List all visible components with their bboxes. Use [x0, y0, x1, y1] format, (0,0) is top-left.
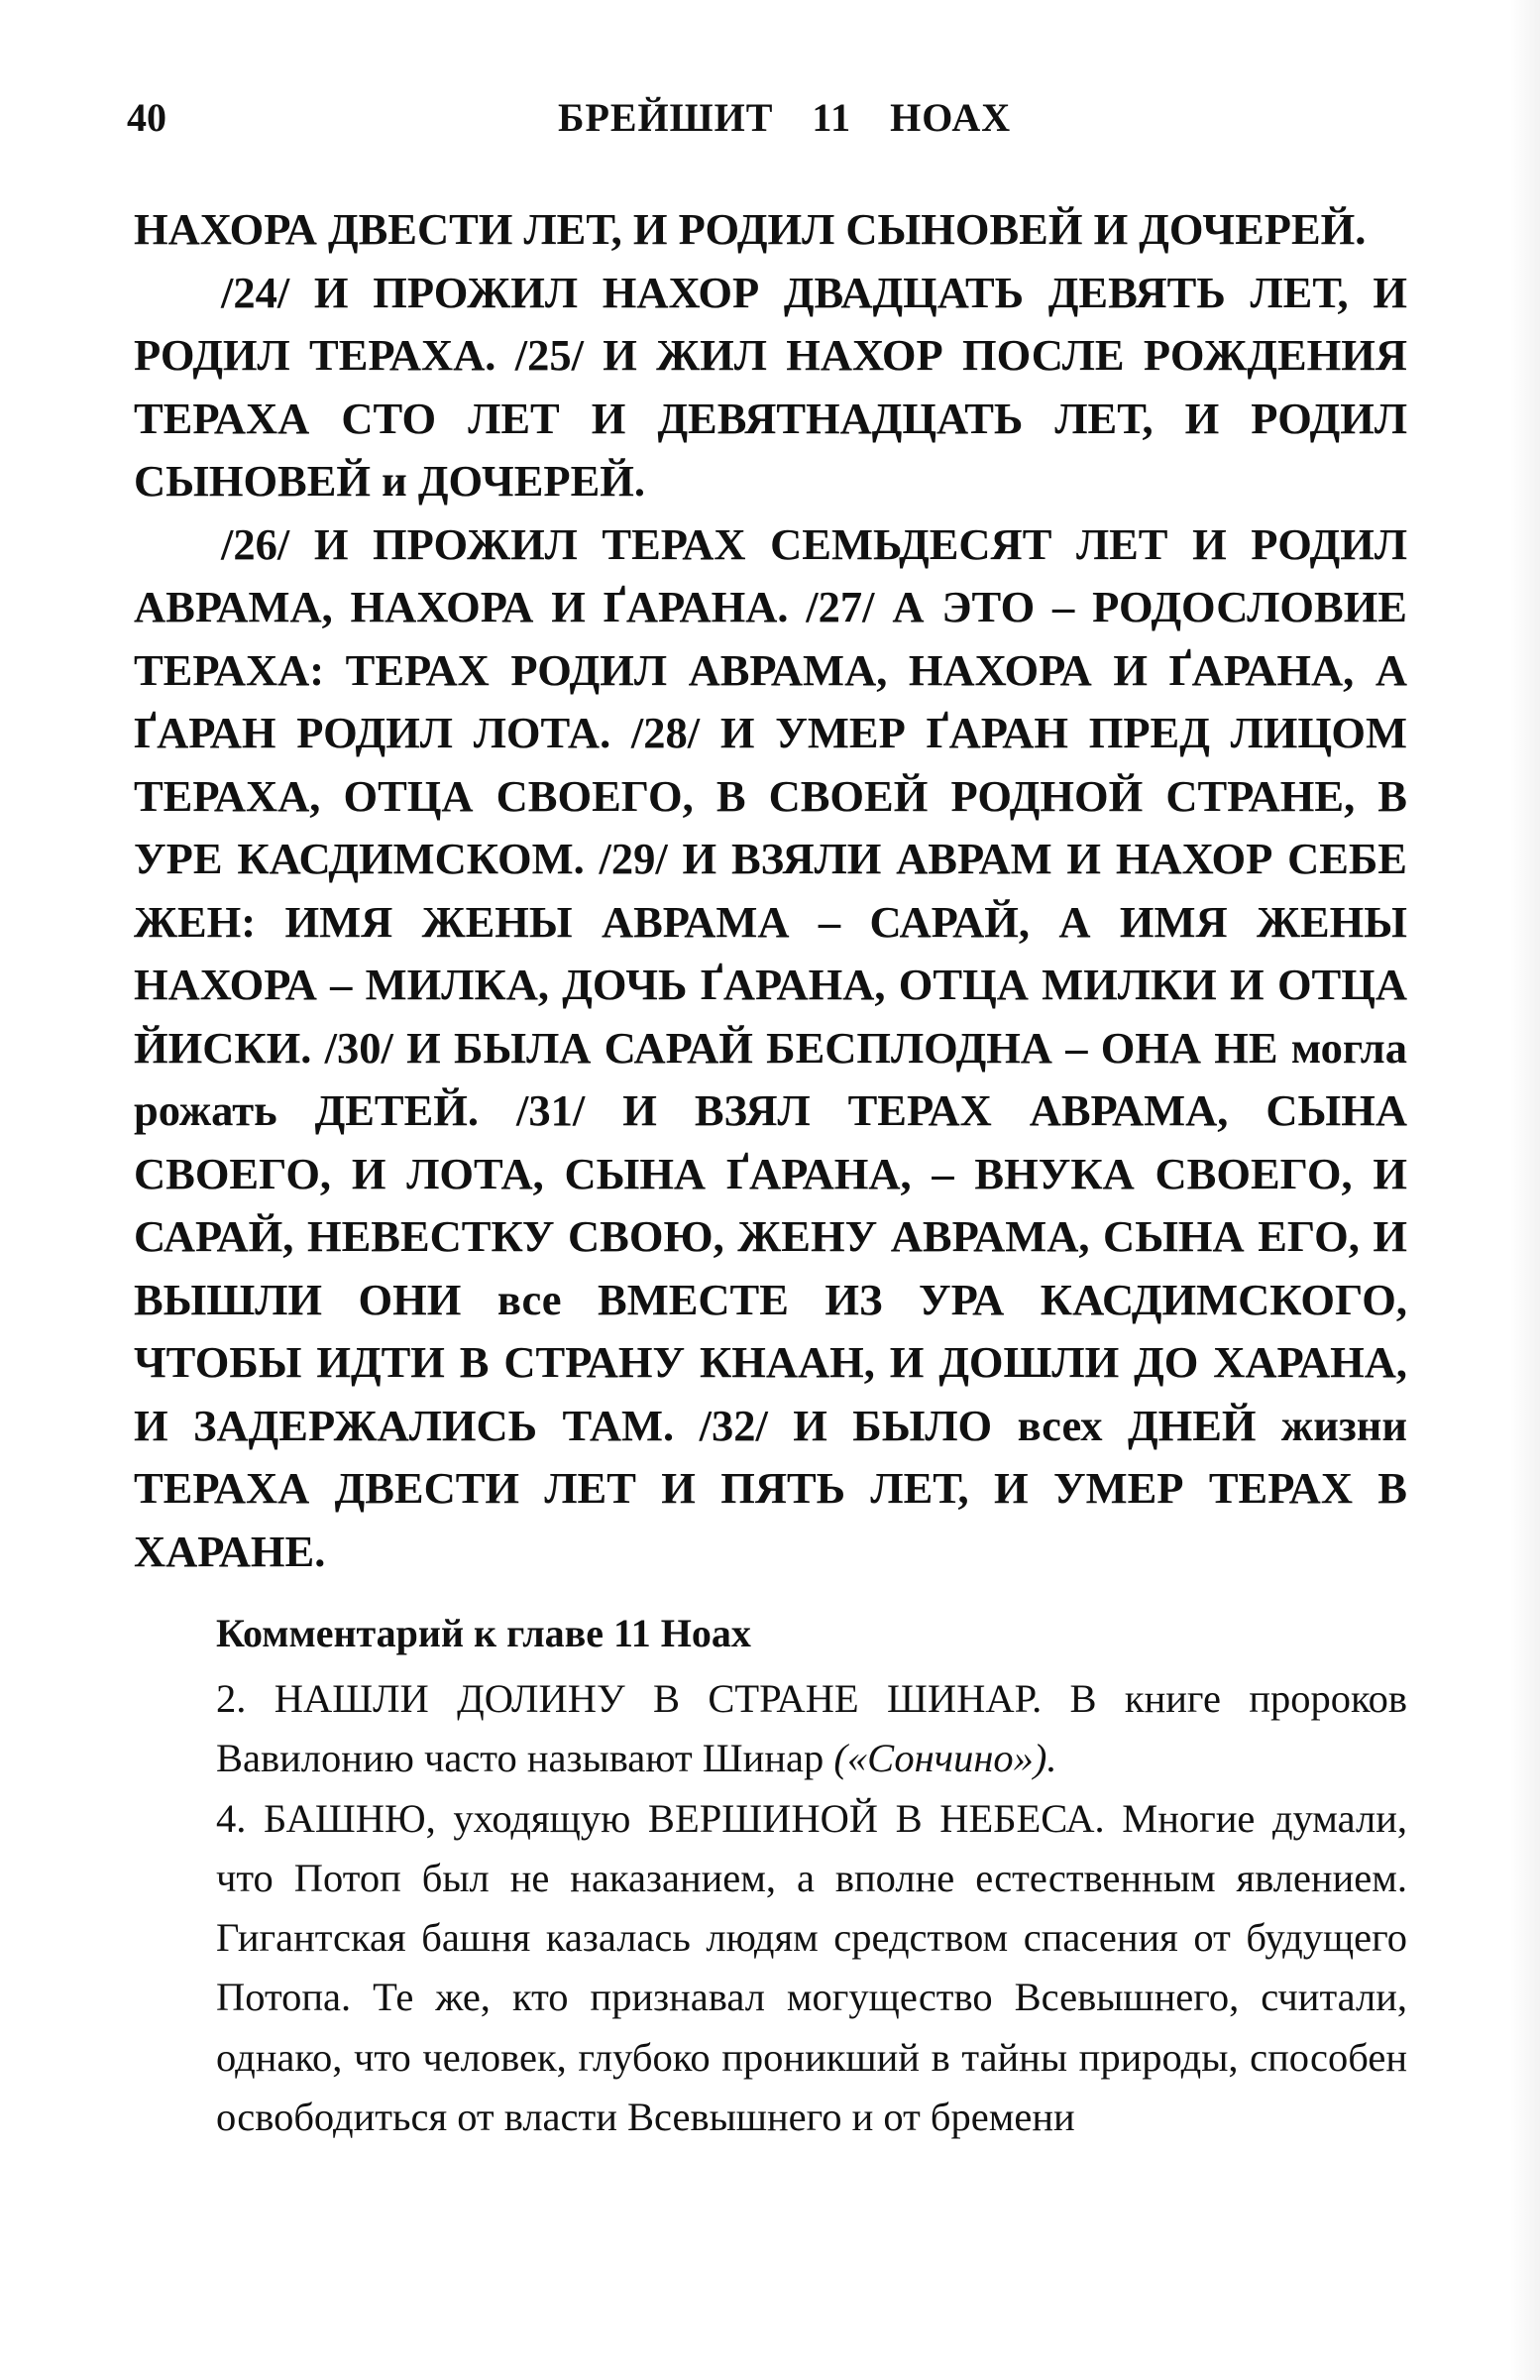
- page-edge-shadow: [1510, 0, 1540, 2380]
- commentary-item: [216, 1669, 1407, 1789]
- running-title: БРЕЙШИТ 11 НОАХ: [558, 95, 1012, 140]
- scripture-paragraph: /24/ И ПРОЖИЛ НАХОР ДВАДЦАТЬ ДЕВЯТЬ ЛЕТ, И РОДИЛ ТЕРАХА. /25/ И ЖИЛ НАХОР ПОСЛЕ РОЖДЕНИЯ ТЕРАХА СТО ЛЕТ И ДЕВЯТНАДЦАТЬ ЛЕТ, И РОДИЛ СЫНОВЕЙ и ДОЧЕРЕЙ.: [134, 267, 1407, 506]
- commentary-source: («Сончино»).: [833, 1736, 1057, 1781]
- commentary-section: [216, 1604, 1407, 2147]
- scripture-paragraph: /26/ И ПРОЖИЛ ТЕРАХ СЕМЬДЕСЯТ ЛЕТ И РОДИЛ АВРАМА, НАХОРА И ҐАРАНА. /27/ А ЭТО – РОДОСЛОВИЕ ТЕРАХА: ТЕРАХ РОДИЛ АВРАМА, НАХОРА И ҐАРАНА, А ҐАРАН РОДИЛ ЛОТА. /28/ И УМЕР ҐАРАН ПРЕД ЛИЦОМ ТЕРАХА, ОТЦА СВОЕГО, В СВОЕЙ РОДНОЙ СТРАНЕ, В УРЕ КАСДИМСКОМ. /29/ И ВЗЯЛИ АВРАМ И НАХОР СЕБЕ ЖЕН: ИМЯ ЖЕНЫ АВРАМА – САРАЙ, А ИМЯ ЖЕНЫ НАХОРА – МИЛКА, ДОЧЬ ҐАРАНА, ОТЦА МИЛКИ И ОТЦА ЙИСКИ. /30/ И БЫЛА САРАЙ БЕСПЛОДНА – ОНА НЕ могла рожать ДЕТЕЙ. /31/ И ВЗЯЛ ТЕРАХ АВРАМА, СЫНА СВОЕГО, И ЛОТА, СЫНА ҐАРАНА, – ВНУКА СВОЕГО, И САРАЙ, НЕВЕСТКУ СВОЮ, ЖЕНУ АВРАМА, СЫНА ЕГО, И ВЫШЛИ ОНИ все ВМЕСТЕ ИЗ УРА КАСДИМСКОГО, ЧТОБЫ ИДТИ В СТРАНУ КНААН, И ДОШЛИ ДО ХАРАНА, И ЗАДЕРЖАЛИСЬ ТАМ. /32/ И БЫЛО всех ДНЕЙ жизни ТЕРАХА ДВЕСТИ ЛЕТ И ПЯТЬ ЛЕТ, И УМЕР ТЕРАХ В ХАРАНЕ.: [134, 518, 1407, 1576]
- page-header: [127, 94, 1405, 154]
- commentary-item: 4. БАШНЮ, уходящую ВЕРШИНОЙ В НЕБЕСА. Многие думали, что Потоп был не наказанием, а вполне естественным явлением. Гигантская башня казалась людям средством спасения от будущего Потопа. Те же, кто признавал могущество Всевышнего, считали, однако, что человек, глубоко проникший в тайны природы, способен освободиться от власти Всевышнего и от бремени: [216, 1795, 1407, 2140]
- commentary-body: [216, 1669, 1407, 2147]
- page-number: 40: [127, 95, 166, 140]
- scripture-text: [134, 198, 1407, 1583]
- scripture-paragraph: НАХОРА ДВЕСТИ ЛЕТ, И РОДИЛ СЫНОВЕЙ И ДОЧЕРЕЙ.: [134, 204, 1367, 254]
- commentary-title: Комментарий к главе 11 Ноах: [216, 1611, 751, 1655]
- commentary-item-text: 2. НАШЛИ ДОЛИНУ В СТРАНЕ ШИНАР. В книге пророков Вавилонию часто называют Шинар: [216, 1676, 1407, 1781]
